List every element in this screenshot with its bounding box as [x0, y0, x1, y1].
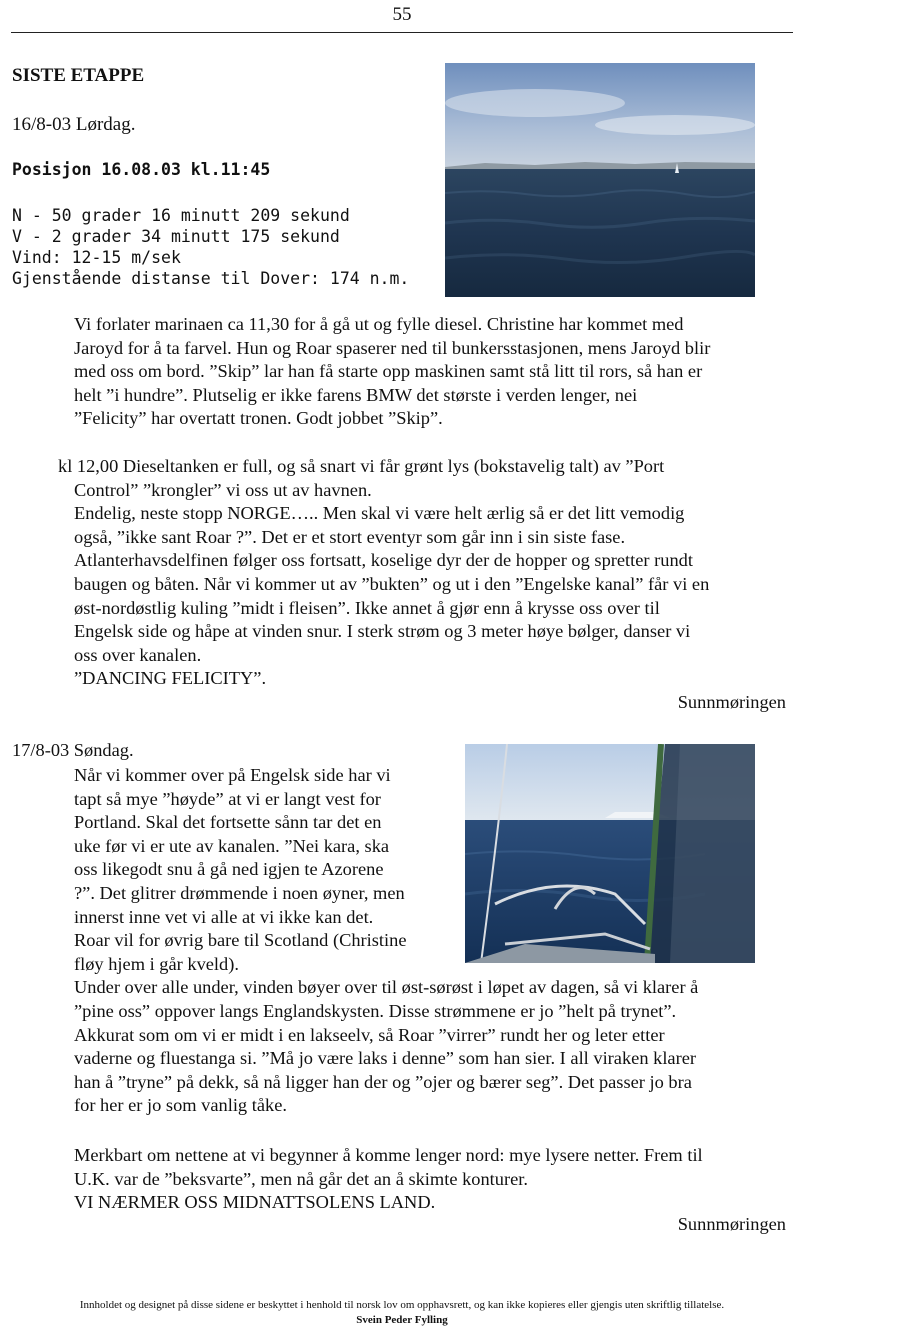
author-name: Svein Peder Fylling: [356, 1314, 448, 1326]
text-line: uke før vi er ute av kanalen. ”Nei kara, ska: [74, 835, 390, 856]
entry2-paragraph-1: [74, 764, 698, 1118]
entry1-paragraph-1: [74, 313, 710, 431]
text-line: Akkurat som om vi er midt i en lakseelv, så Roar ”virrer” rundt her og leter etter: [74, 1024, 665, 1045]
text-line: ?”. Det glitrer drømmende i noen øyner, men: [74, 882, 405, 903]
text-line: også, ”ikke sant Roar ?”. Det er et stort eventyr som går inn i sin siste fase.: [74, 526, 626, 547]
text-line: ”pine oss” oppover langs Englandskysten. Disse strømmene er jo ”helt på trynet”.: [74, 1000, 677, 1021]
text-line: Under over alle under, vinden bøyer over til øst-sørøst i løpet av dagen, så vi klarer å: [74, 977, 699, 998]
text-line: U.K. var de ”beksvarte”, men nå går det an å skimte konturer.: [74, 1168, 528, 1189]
copyright-notice: Innholdet og designet på disse sidene er beskyttet i henhold til norsk lov om opphavsrett, og kan ikke kopieres eller gjengis uten skriftlig tillatelse.: [79, 1299, 725, 1311]
text-line: Portland. Skal det fortsette sånn tar det en: [74, 812, 382, 833]
text-line: oss over kanalen.: [74, 644, 202, 665]
text-line: fløy hjem i går kveld).: [74, 953, 239, 974]
section-title: SISTE ETAPPE: [12, 65, 145, 86]
text-line: Engelsk side og håpe at vinden snur. I sterk strøm og 3 meter høye bølger, danser vi: [74, 621, 691, 642]
signature-2: Sunnmøringen: [677, 1214, 786, 1234]
text-line: innerst inne vet vi alle at vi ikke kan det.: [74, 906, 374, 927]
header-rule: [11, 32, 793, 33]
text-line: øst-nordøstlig kuling ”midt i fleisen”. Ikke annet å gjør enn å krysse oss over til: [74, 597, 660, 618]
text-line: kl 12,00 Dieseltanken er full, og så snart vi får grønt lys (bokstavelig talt) av ”Port: [58, 456, 665, 476]
signature-1: Sunnmøringen: [677, 692, 786, 712]
page-number: 55: [392, 4, 412, 25]
entry2-paragraph-2: [74, 1144, 703, 1215]
photo-sea-coastline: [445, 63, 755, 297]
text-line: oss likegodt snu å gå ned igjen te Azorene: [74, 859, 384, 880]
text-line: Merkbart om nettene at vi begynner å komme lenger nord: mye lysere netter. Frem til: [74, 1145, 703, 1165]
position-heading: Posisjon 16.08.03 kl.11:45: [12, 160, 271, 179]
text-line: med oss om bord. ”Skip” lar han få starte opp maskinen samt stå litt til rors, så han er: [74, 361, 703, 382]
entry-date-2: 17/8-03 Søndag.: [12, 740, 134, 760]
text-line: tapt så mye ”høyde” at vi er langt vest for: [74, 788, 381, 809]
text-line: for her er jo som vanlig tåke.: [74, 1095, 287, 1116]
text-line: baugen og båten. Når vi kommer ut av ”bukten” og ut i den ”Engelske kanal” får vi en: [74, 573, 710, 594]
position-line-west: V - 2 grader 34 minutt 175 sekund: [12, 227, 340, 246]
text-line: Vi forlater marinaen ca 11,30 for å gå ut og fylle diesel. Christine har kommet med: [74, 314, 684, 334]
position-details: [12, 205, 409, 289]
text-line: ”Felicity” har overtatt tronen. Godt jobbet ”Skip”.: [74, 408, 443, 429]
text-line: Jaroyd for å ta farvel. Hun og Roar spaserer ned til bunkersstasjonen, mens Jaroyd blir: [74, 337, 711, 358]
text-line: Roar vil for øvrig bare til Scotland (Christine: [74, 930, 407, 951]
text-line: vaderne og fluestanga si. ”Må jo være laks i denne” som han sier. I all viraken klarer: [74, 1048, 697, 1069]
position-line-wind: Vind: 12-15 m/sek: [12, 248, 181, 267]
text-line: ”DANCING FELICITY”.: [74, 668, 267, 689]
text-line: VI NÆRMER OSS MIDNATTSOLENS LAND.: [74, 1192, 436, 1213]
entry1-paragraph-2: [58, 455, 709, 691]
entry-date-1: 16/8-03 Lørdag.: [12, 114, 136, 135]
text-line: Når vi kommer over på Engelsk side har vi: [74, 765, 391, 785]
text-line: han å ”tryne” på dekk, så nå ligger han der og ”ojer og bærer seg”. Det passer jo bra: [74, 1071, 692, 1092]
text-line: Control” ”krongler” vi oss ut av havnen.: [74, 479, 372, 500]
text-line: Atlanterhavsdelfinen følger oss fortsatt, koselige dyr der de hopper og spretter rundt: [74, 550, 693, 571]
position-line-north: N - 50 grader 16 minutt 209 sekund: [12, 206, 350, 225]
position-line-distance: Gjenstående distanse til Dover: 174 n.m.: [12, 269, 410, 288]
text-line: Endelig, neste stopp NORGE….. Men skal vi være helt ærlig så er det litt vemodig: [74, 503, 685, 524]
text-line: helt ”i hundre”. Plutselig er ikke farens BMW det største i verden lenger, nei: [74, 384, 638, 405]
